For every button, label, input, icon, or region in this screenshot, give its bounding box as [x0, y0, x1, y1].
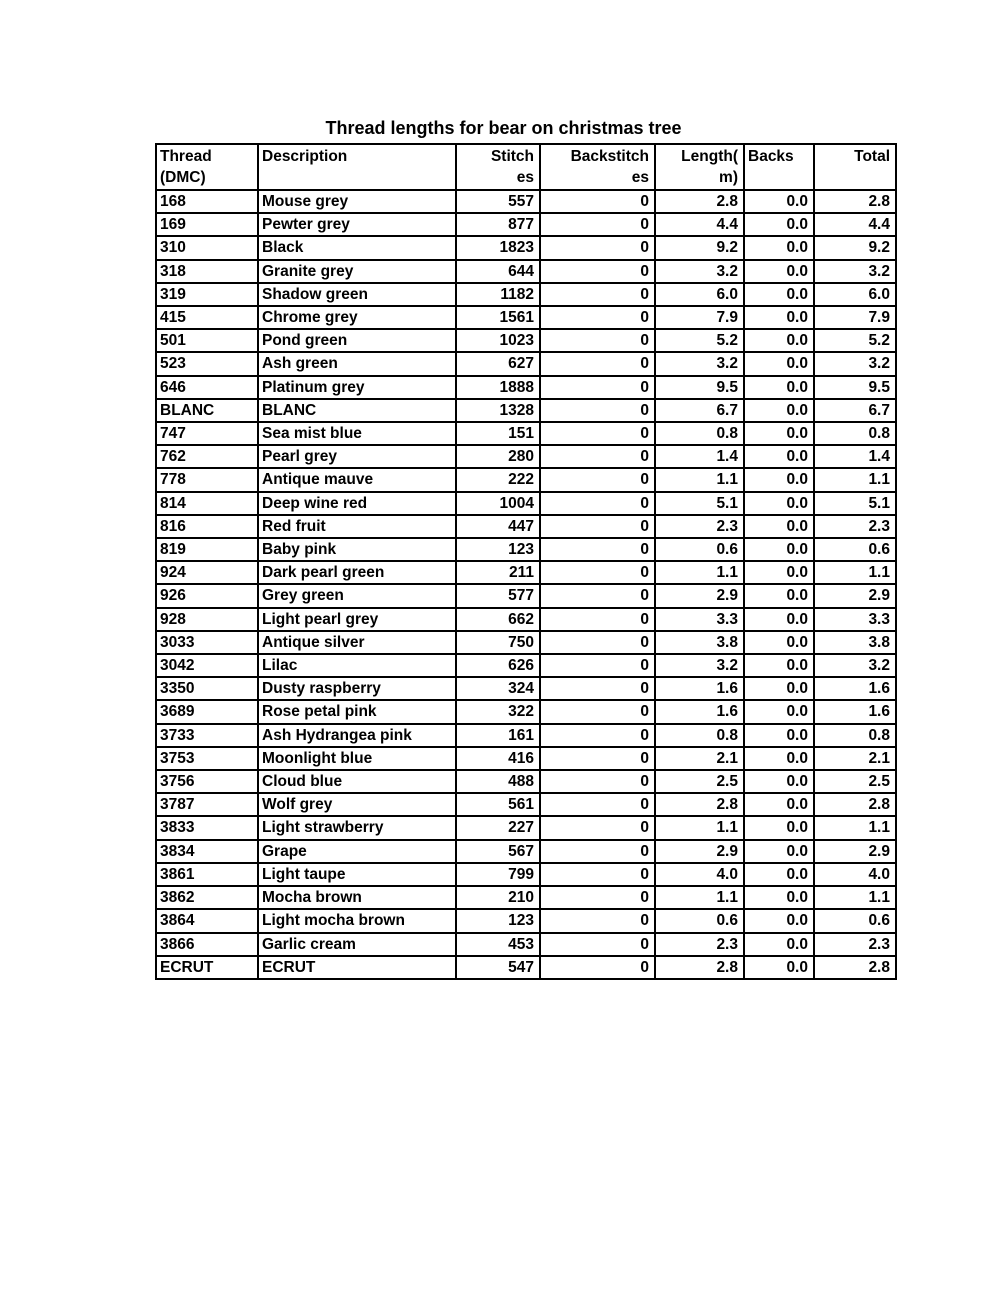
cell-description: Wolf grey — [258, 793, 456, 816]
table-row — [156, 306, 896, 329]
cell-backs: 0.0 — [744, 933, 814, 956]
cell-total: 3.8 — [814, 631, 896, 654]
cell-stitches: 1561 — [456, 306, 540, 329]
column-header-total: Total — [814, 144, 896, 190]
cell-description: Pearl grey — [258, 445, 456, 468]
cell-length-m: 4.4 — [655, 213, 744, 236]
cell-thread-dmc: 3753 — [156, 747, 258, 770]
cell-backstitches: 0 — [540, 584, 655, 607]
cell-length-m: 5.1 — [655, 492, 744, 515]
cell-stitches: 453 — [456, 933, 540, 956]
cell-backs: 0.0 — [744, 561, 814, 584]
cell-description: Cloud blue — [258, 770, 456, 793]
table-row — [156, 399, 896, 422]
cell-stitches: 123 — [456, 909, 540, 932]
cell-backstitches: 0 — [540, 515, 655, 538]
cell-thread-dmc: 3756 — [156, 770, 258, 793]
table-header — [156, 144, 896, 190]
cell-backs: 0.0 — [744, 329, 814, 352]
cell-thread-dmc: 926 — [156, 584, 258, 607]
cell-total: 4.4 — [814, 213, 896, 236]
column-header-thread-dmc: Thread (DMC) — [156, 144, 258, 190]
cell-length-m: 2.3 — [655, 933, 744, 956]
cell-backs: 0.0 — [744, 376, 814, 399]
table-header-row — [156, 144, 896, 190]
cell-description: Ash green — [258, 352, 456, 375]
cell-backs: 0.0 — [744, 863, 814, 886]
cell-length-m: 2.8 — [655, 190, 744, 213]
cell-description: Light mocha brown — [258, 909, 456, 932]
cell-thread-dmc: 415 — [156, 306, 258, 329]
cell-description: ECRUT — [258, 956, 456, 979]
cell-backs: 0.0 — [744, 816, 814, 839]
cell-description: Light pearl grey — [258, 608, 456, 631]
cell-backs: 0.0 — [744, 770, 814, 793]
cell-total: 6.0 — [814, 283, 896, 306]
cell-total: 2.9 — [814, 584, 896, 607]
cell-backstitches: 0 — [540, 770, 655, 793]
cell-backs: 0.0 — [744, 445, 814, 468]
cell-backs: 0.0 — [744, 352, 814, 375]
cell-backstitches: 0 — [540, 816, 655, 839]
cell-backs: 0.0 — [744, 306, 814, 329]
cell-description: Pond green — [258, 329, 456, 352]
cell-length-m: 5.2 — [655, 329, 744, 352]
cell-thread-dmc: 778 — [156, 468, 258, 491]
cell-thread-dmc: 816 — [156, 515, 258, 538]
table-row — [156, 863, 896, 886]
table-row — [156, 283, 896, 306]
cell-backs: 0.0 — [744, 909, 814, 932]
table-row — [156, 933, 896, 956]
table-row — [156, 584, 896, 607]
cell-stitches: 577 — [456, 584, 540, 607]
cell-backs: 0.0 — [744, 260, 814, 283]
cell-thread-dmc: 819 — [156, 538, 258, 561]
cell-length-m: 1.6 — [655, 677, 744, 700]
cell-length-m: 3.2 — [655, 654, 744, 677]
cell-backs: 0.0 — [744, 724, 814, 747]
cell-description: Sea mist blue — [258, 422, 456, 445]
cell-backs: 0.0 — [744, 515, 814, 538]
cell-description: BLANC — [258, 399, 456, 422]
table-row — [156, 724, 896, 747]
cell-thread-dmc: 319 — [156, 283, 258, 306]
table-row — [156, 561, 896, 584]
cell-backstitches: 0 — [540, 236, 655, 259]
table-row — [156, 677, 896, 700]
cell-backstitches: 0 — [540, 724, 655, 747]
cell-total: 6.7 — [814, 399, 896, 422]
column-header-backs: Backs — [744, 144, 814, 190]
cell-backs: 0.0 — [744, 422, 814, 445]
table-row — [156, 956, 896, 979]
cell-total: 2.5 — [814, 770, 896, 793]
cell-stitches: 1182 — [456, 283, 540, 306]
cell-length-m: 2.5 — [655, 770, 744, 793]
cell-length-m: 9.5 — [655, 376, 744, 399]
cell-length-m: 0.8 — [655, 724, 744, 747]
cell-description: Shadow green — [258, 283, 456, 306]
cell-length-m: 2.3 — [655, 515, 744, 538]
cell-length-m: 1.6 — [655, 700, 744, 723]
cell-backs: 0.0 — [744, 468, 814, 491]
cell-description: Platinum grey — [258, 376, 456, 399]
cell-total: 1.1 — [814, 816, 896, 839]
cell-description: Antique silver — [258, 631, 456, 654]
cell-backstitches: 0 — [540, 352, 655, 375]
cell-backstitches: 0 — [540, 538, 655, 561]
cell-total: 0.6 — [814, 538, 896, 561]
cell-total: 3.2 — [814, 352, 896, 375]
cell-stitches: 322 — [456, 700, 540, 723]
cell-backs: 0.0 — [744, 190, 814, 213]
cell-stitches: 1328 — [456, 399, 540, 422]
cell-length-m: 2.9 — [655, 584, 744, 607]
table-row — [156, 816, 896, 839]
cell-stitches: 151 — [456, 422, 540, 445]
cell-backstitches: 0 — [540, 840, 655, 863]
cell-length-m: 1.1 — [655, 561, 744, 584]
cell-thread-dmc: 762 — [156, 445, 258, 468]
thread-lengths-table — [155, 143, 897, 980]
table-row — [156, 376, 896, 399]
cell-stitches: 877 — [456, 213, 540, 236]
cell-total: 7.9 — [814, 306, 896, 329]
cell-total: 2.3 — [814, 933, 896, 956]
cell-stitches: 561 — [456, 793, 540, 816]
cell-length-m: 0.6 — [655, 538, 744, 561]
column-header-description: Description — [258, 144, 456, 190]
cell-total: 3.3 — [814, 608, 896, 631]
cell-backs: 0.0 — [744, 538, 814, 561]
cell-description: Grey green — [258, 584, 456, 607]
cell-total: 1.1 — [814, 561, 896, 584]
table-row — [156, 468, 896, 491]
cell-description: Grape — [258, 840, 456, 863]
cell-backstitches: 0 — [540, 422, 655, 445]
cell-thread-dmc: 3787 — [156, 793, 258, 816]
cell-description: Light taupe — [258, 863, 456, 886]
table-row — [156, 329, 896, 352]
cell-backstitches: 0 — [540, 190, 655, 213]
cell-stitches: 488 — [456, 770, 540, 793]
cell-backs: 0.0 — [744, 840, 814, 863]
cell-total: 4.0 — [814, 863, 896, 886]
table-row — [156, 608, 896, 631]
cell-backstitches: 0 — [540, 306, 655, 329]
cell-thread-dmc: 3350 — [156, 677, 258, 700]
cell-stitches: 210 — [456, 886, 540, 909]
cell-total: 1.6 — [814, 700, 896, 723]
cell-stitches: 567 — [456, 840, 540, 863]
cell-backstitches: 0 — [540, 886, 655, 909]
cell-backs: 0.0 — [744, 956, 814, 979]
cell-thread-dmc: 3689 — [156, 700, 258, 723]
table-row — [156, 700, 896, 723]
cell-backstitches: 0 — [540, 863, 655, 886]
cell-length-m: 0.6 — [655, 909, 744, 932]
cell-backs: 0.0 — [744, 283, 814, 306]
cell-description: Chrome grey — [258, 306, 456, 329]
cell-total: 0.8 — [814, 422, 896, 445]
cell-thread-dmc: 924 — [156, 561, 258, 584]
cell-backs: 0.0 — [744, 631, 814, 654]
cell-thread-dmc: 3042 — [156, 654, 258, 677]
cell-thread-dmc: ECRUT — [156, 956, 258, 979]
cell-length-m: 2.8 — [655, 793, 744, 816]
table-row — [156, 654, 896, 677]
cell-description: Pewter grey — [258, 213, 456, 236]
cell-thread-dmc: 168 — [156, 190, 258, 213]
table-row — [156, 190, 896, 213]
cell-stitches: 1823 — [456, 236, 540, 259]
table-row — [156, 213, 896, 236]
cell-stitches: 280 — [456, 445, 540, 468]
cell-backstitches: 0 — [540, 468, 655, 491]
table-row — [156, 886, 896, 909]
cell-backstitches: 0 — [540, 631, 655, 654]
cell-backstitches: 0 — [540, 492, 655, 515]
cell-total: 1.1 — [814, 468, 896, 491]
cell-thread-dmc: 3033 — [156, 631, 258, 654]
cell-description: Moonlight blue — [258, 747, 456, 770]
table-row — [156, 236, 896, 259]
cell-thread-dmc: 3864 — [156, 909, 258, 932]
cell-total: 9.5 — [814, 376, 896, 399]
cell-stitches: 416 — [456, 747, 540, 770]
cell-stitches: 627 — [456, 352, 540, 375]
table-row — [156, 909, 896, 932]
cell-backs: 0.0 — [744, 700, 814, 723]
cell-description: Black — [258, 236, 456, 259]
cell-stitches: 547 — [456, 956, 540, 979]
cell-total: 2.8 — [814, 793, 896, 816]
column-header-backstitches: Backstitch es — [540, 144, 655, 190]
cell-thread-dmc: 3834 — [156, 840, 258, 863]
cell-thread-dmc: BLANC — [156, 399, 258, 422]
cell-description: Granite grey — [258, 260, 456, 283]
cell-stitches: 227 — [456, 816, 540, 839]
cell-backstitches: 0 — [540, 608, 655, 631]
cell-backstitches: 0 — [540, 677, 655, 700]
cell-backstitches: 0 — [540, 561, 655, 584]
cell-total: 3.2 — [814, 654, 896, 677]
cell-thread-dmc: 318 — [156, 260, 258, 283]
cell-length-m: 1.1 — [655, 816, 744, 839]
cell-total: 0.8 — [814, 724, 896, 747]
cell-backs: 0.0 — [744, 584, 814, 607]
cell-total: 1.6 — [814, 677, 896, 700]
cell-thread-dmc: 747 — [156, 422, 258, 445]
cell-stitches: 799 — [456, 863, 540, 886]
cell-description: Rose petal pink — [258, 700, 456, 723]
cell-stitches: 324 — [456, 677, 540, 700]
cell-stitches: 222 — [456, 468, 540, 491]
cell-stitches: 644 — [456, 260, 540, 283]
cell-backstitches: 0 — [540, 329, 655, 352]
cell-length-m: 3.3 — [655, 608, 744, 631]
cell-thread-dmc: 3733 — [156, 724, 258, 747]
table-row — [156, 492, 896, 515]
cell-description: Ash Hydrangea pink — [258, 724, 456, 747]
cell-thread-dmc: 3861 — [156, 863, 258, 886]
document-sheet — [155, 116, 890, 980]
cell-backs: 0.0 — [744, 492, 814, 515]
cell-backs: 0.0 — [744, 793, 814, 816]
cell-backs: 0.0 — [744, 677, 814, 700]
cell-length-m: 1.1 — [655, 468, 744, 491]
cell-total: 1.4 — [814, 445, 896, 468]
cell-length-m: 2.8 — [655, 956, 744, 979]
cell-total: 5.1 — [814, 492, 896, 515]
cell-backs: 0.0 — [744, 399, 814, 422]
cell-total: 5.2 — [814, 329, 896, 352]
cell-stitches: 557 — [456, 190, 540, 213]
cell-thread-dmc: 928 — [156, 608, 258, 631]
cell-stitches: 750 — [456, 631, 540, 654]
table-row — [156, 770, 896, 793]
cell-length-m: 3.2 — [655, 260, 744, 283]
cell-length-m: 4.0 — [655, 863, 744, 886]
table-row — [156, 445, 896, 468]
cell-stitches: 211 — [456, 561, 540, 584]
table-row — [156, 515, 896, 538]
cell-backstitches: 0 — [540, 445, 655, 468]
cell-backs: 0.0 — [744, 886, 814, 909]
cell-thread-dmc: 523 — [156, 352, 258, 375]
cell-stitches: 662 — [456, 608, 540, 631]
cell-thread-dmc: 814 — [156, 492, 258, 515]
cell-length-m: 3.2 — [655, 352, 744, 375]
cell-thread-dmc: 3833 — [156, 816, 258, 839]
cell-length-m: 6.0 — [655, 283, 744, 306]
cell-description: Deep wine red — [258, 492, 456, 515]
cell-description: Mocha brown — [258, 886, 456, 909]
cell-description: Garlic cream — [258, 933, 456, 956]
cell-thread-dmc: 501 — [156, 329, 258, 352]
cell-stitches: 626 — [456, 654, 540, 677]
cell-backs: 0.0 — [744, 213, 814, 236]
cell-length-m: 2.9 — [655, 840, 744, 863]
cell-total: 1.1 — [814, 886, 896, 909]
cell-total: 0.6 — [814, 909, 896, 932]
cell-backs: 0.0 — [744, 747, 814, 770]
cell-backstitches: 0 — [540, 793, 655, 816]
column-header-length-m: Length( m) — [655, 144, 744, 190]
cell-length-m: 2.1 — [655, 747, 744, 770]
table-row — [156, 538, 896, 561]
cell-total: 2.8 — [814, 190, 896, 213]
cell-backstitches: 0 — [540, 700, 655, 723]
table-row — [156, 352, 896, 375]
cell-backstitches: 0 — [540, 260, 655, 283]
cell-backs: 0.0 — [744, 654, 814, 677]
table-row — [156, 793, 896, 816]
table-body — [156, 190, 896, 979]
cell-backstitches: 0 — [540, 283, 655, 306]
table-row — [156, 631, 896, 654]
table-row — [156, 840, 896, 863]
cell-backs: 0.0 — [744, 236, 814, 259]
cell-length-m: 1.1 — [655, 886, 744, 909]
cell-stitches: 1023 — [456, 329, 540, 352]
cell-backstitches: 0 — [540, 654, 655, 677]
cell-description: Red fruit — [258, 515, 456, 538]
cell-description: Antique mauve — [258, 468, 456, 491]
cell-backstitches: 0 — [540, 747, 655, 770]
cell-stitches: 161 — [456, 724, 540, 747]
cell-total: 2.8 — [814, 956, 896, 979]
cell-description: Baby pink — [258, 538, 456, 561]
cell-thread-dmc: 3862 — [156, 886, 258, 909]
cell-thread-dmc: 169 — [156, 213, 258, 236]
table-row — [156, 422, 896, 445]
cell-stitches: 123 — [456, 538, 540, 561]
cell-stitches: 1004 — [456, 492, 540, 515]
cell-stitches: 1888 — [456, 376, 540, 399]
page-title: Thread lengths for bear on christmas tree — [325, 118, 682, 138]
table-row — [156, 260, 896, 283]
cell-total: 3.2 — [814, 260, 896, 283]
cell-length-m: 1.4 — [655, 445, 744, 468]
cell-thread-dmc: 3866 — [156, 933, 258, 956]
cell-stitches: 447 — [456, 515, 540, 538]
cell-thread-dmc: 646 — [156, 376, 258, 399]
cell-total: 2.1 — [814, 747, 896, 770]
column-header-stitches: Stitch es — [456, 144, 540, 190]
cell-backstitches: 0 — [540, 933, 655, 956]
cell-backstitches: 0 — [540, 956, 655, 979]
cell-description: Dusty raspberry — [258, 677, 456, 700]
cell-length-m: 6.7 — [655, 399, 744, 422]
cell-backstitches: 0 — [540, 909, 655, 932]
cell-description: Dark pearl green — [258, 561, 456, 584]
cell-total: 9.2 — [814, 236, 896, 259]
cell-total: 2.9 — [814, 840, 896, 863]
cell-description: Lilac — [258, 654, 456, 677]
cell-length-m: 0.8 — [655, 422, 744, 445]
cell-length-m: 3.8 — [655, 631, 744, 654]
table-row — [156, 747, 896, 770]
cell-length-m: 7.9 — [655, 306, 744, 329]
cell-backs: 0.0 — [744, 608, 814, 631]
cell-description: Light strawberry — [258, 816, 456, 839]
cell-thread-dmc: 310 — [156, 236, 258, 259]
cell-description: Mouse grey — [258, 190, 456, 213]
cell-length-m: 9.2 — [655, 236, 744, 259]
cell-backstitches: 0 — [540, 376, 655, 399]
cell-total: 2.3 — [814, 515, 896, 538]
cell-backstitches: 0 — [540, 399, 655, 422]
cell-backstitches: 0 — [540, 213, 655, 236]
